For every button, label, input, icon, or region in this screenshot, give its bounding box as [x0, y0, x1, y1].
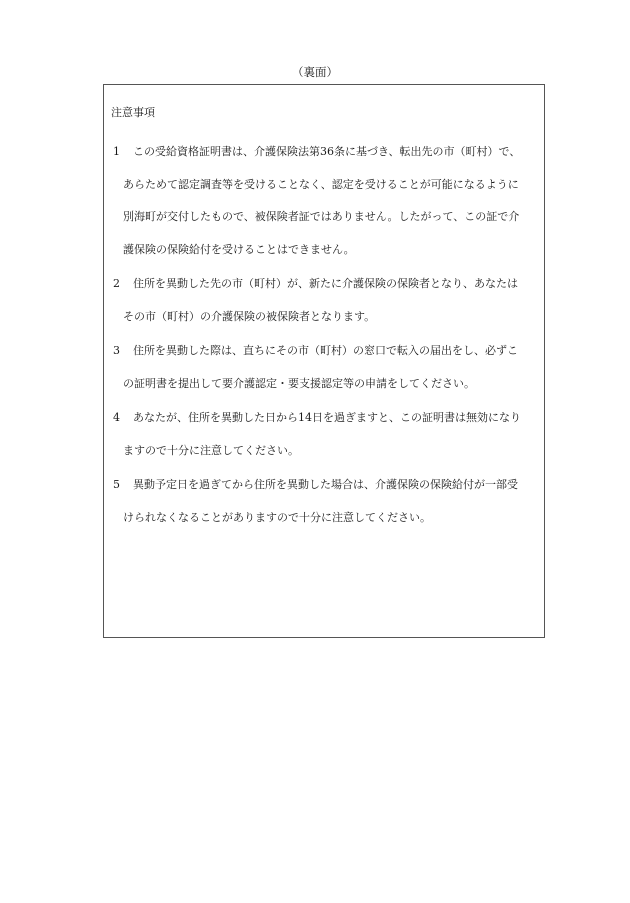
- item-number: 2: [113, 277, 120, 290]
- notice-item: [113, 136, 541, 266]
- notice-box: [103, 84, 545, 638]
- notice-item: [113, 335, 541, 400]
- item-number: 1: [113, 145, 120, 158]
- notice-list: [113, 136, 541, 536]
- notice-heading: 注意事項: [111, 106, 155, 119]
- item-line: 住所を異動した際は、直ちにその市（町村）の窓口で転入の届出をし、必ずこ: [133, 344, 518, 357]
- item-line: 別海町が交付したもので、被保険者証ではありません。したがって、この証で介: [123, 210, 520, 223]
- item-line: この受給資格証明書は、介護保険法第36条に基づき、転出先の市（町村）で、: [133, 145, 521, 158]
- item-number: 4: [113, 411, 120, 424]
- item-text: [114, 469, 541, 534]
- item-line: の証明書を提出して要介護認定・要支援認定等の申請をしてください。: [123, 376, 475, 390]
- item-line: ますので十分に注意してください。: [123, 443, 299, 457]
- item-line: けられなくなることがありますので十分に注意してください。: [123, 510, 431, 524]
- item-line: あなたが、住所を異動した日から14日を過ぎますと、この証明書は無効になり: [133, 411, 521, 424]
- item-text: [114, 402, 541, 467]
- item-line: あらためて認定調査等を受けることなく、認定を受けることが可能になるように: [123, 177, 519, 191]
- item-line: 異動予定日を過ぎてから住所を異動した場合は、介護保険の保険給付が一部受: [133, 478, 518, 491]
- item-text: [114, 268, 541, 333]
- item-line: 住所を異動した先の市（町村）が、新たに介護保険の保険者となり、あなたは: [133, 277, 518, 290]
- notice-item: [113, 469, 541, 534]
- notice-item: [113, 268, 541, 333]
- item-text: [114, 335, 541, 400]
- item-line: その市（町村）の介護保険の被保険者となります。: [123, 309, 376, 323]
- item-number: 3: [113, 344, 120, 357]
- page-heading: （裏面）: [292, 65, 338, 79]
- item-text: [114, 136, 541, 266]
- item-number: 5: [113, 478, 120, 491]
- notice-item: [113, 402, 541, 467]
- item-line: 護保険の保険給付を受けることはできません。: [123, 242, 355, 256]
